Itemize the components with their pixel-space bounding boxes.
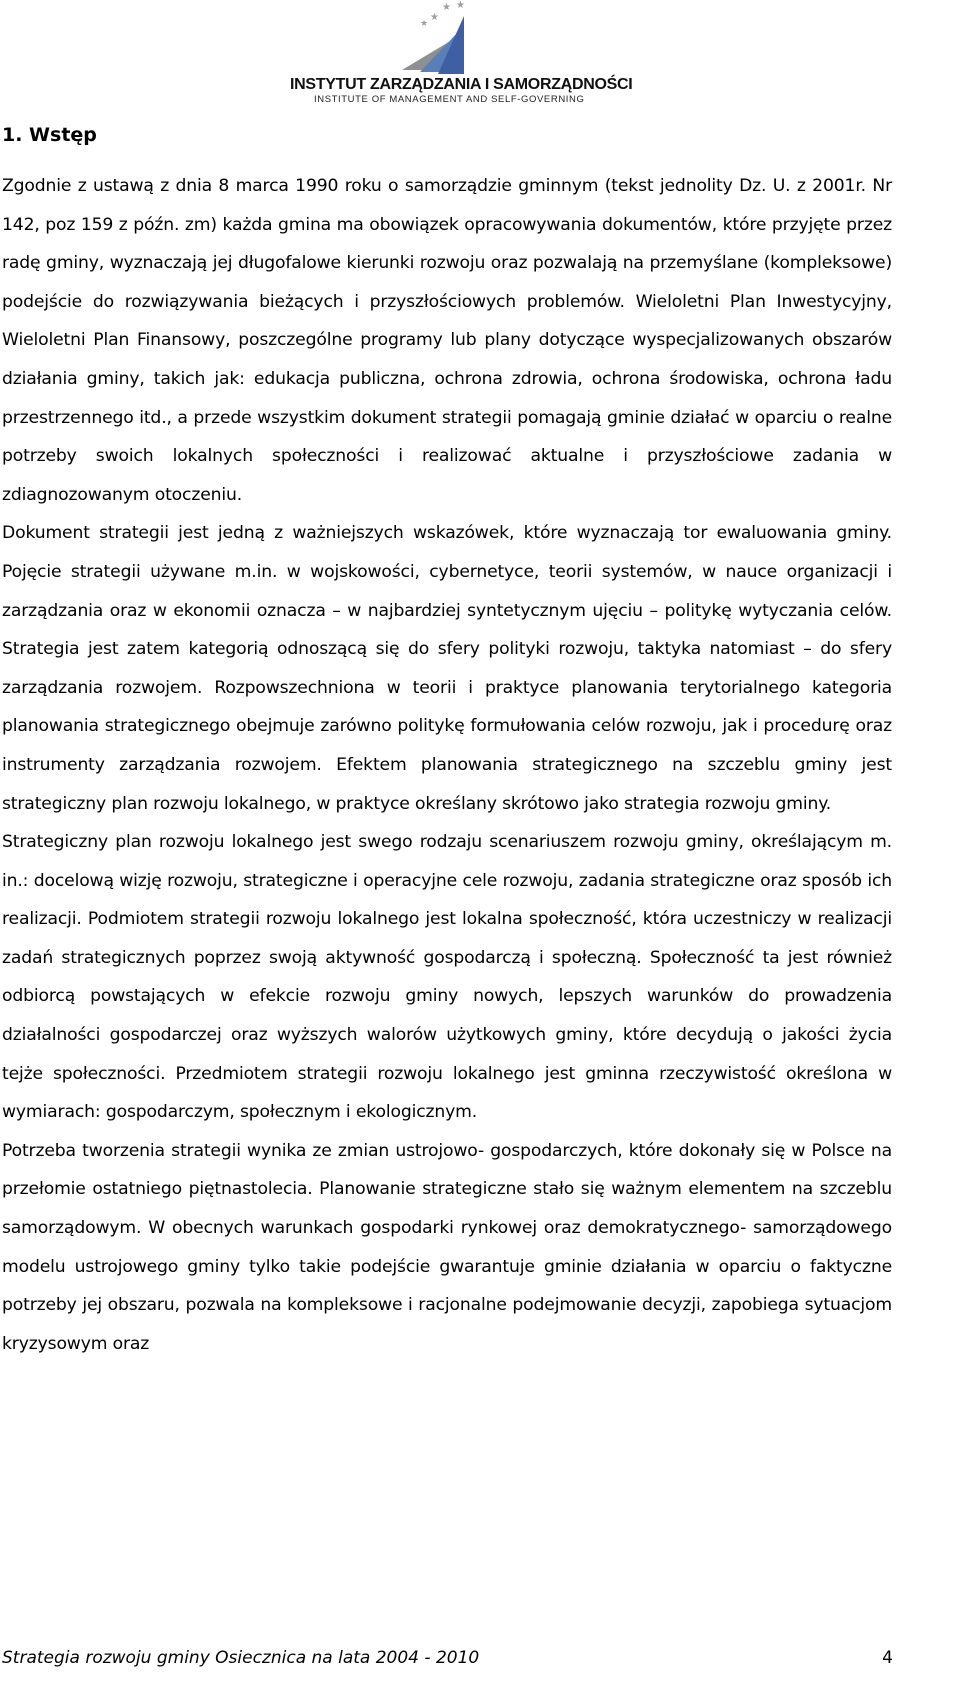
footer-document-title: Strategia rozwoju gminy Osiecznica na lata 2004 - 2010	[2, 1648, 480, 1668]
page-number: 4	[882, 1648, 893, 1668]
section-heading: 1. Wstęp	[2, 124, 97, 146]
svg-text:★: ★	[442, 2, 451, 13]
paragraph: Strategiczny plan rozwoju lokalnego jest swego rodzaju scenariuszem rozwoju gminy, określającym m. in.: docelową wizję rozwoju, strategiczne i operacyjne cele rozwoju, zadania strategiczne oraz sposób ich realizacji. Podmiotem strategii rozwoju lokalnego jest lokalna społeczność, która uczestniczy w realizacji zadań strategicznych poprzez swoją aktywność gospodarczą i społeczną. Społeczność ta jest również odbiorcą powstających w efekcie rozwoju gminy nowych, lepszych warunków do prowadzenia działalności gospodarczej oraz wyższych walorów użytkowych gminy, które decydują o jakości życia tejże społeczności. Przedmiotem strategii rozwoju lokalnego jest gminna rzeczywistość określona w wymiarach: gospodarczym, społecznym i ekologicznym.	[2, 832, 892, 1123]
logo-subtitle: INSTITUTE OF MANAGEMENT AND SELF-GOVERNING	[314, 94, 585, 105]
logo-title: INSTYTUT ZARZĄDZANIA I SAMORZĄDNOŚCI	[290, 76, 633, 93]
svg-text:★: ★	[456, 0, 465, 11]
svg-text:★: ★	[420, 19, 429, 29]
paragraph: Dokument strategii jest jedną z ważniejszych wskazówek, które wyznaczają tor ewaluowania gminy. Pojęcie strategii używane m.in. w wojskowości, cybernetyce, teorii systemów, w nauce organizacji i zarządzania oraz w ekonomii oznacza – w najbardziej syntetycznym ujęciu – politykę wytyczania celów. Strategia jest zatem kategorią odnoszącą się do sfery polityki rozwoju, taktyka natomiast – do sfery zarządzania rozwojem. Rozpowszechniona w teorii i praktyce planowania terytorialnego kategoria planowania strategicznego obejmuje zarówno politykę formułowania celów rozwoju, jak i procedurę oraz instrumenty zarządzania rozwojem. Efektem planowania strategicznego na szczeblu gminy jest strategiczny plan rozwoju lokalnego, w praktyce określany skrótowo jako strategia rozwoju gminy.	[2, 523, 892, 814]
body-text	[2, 167, 892, 1363]
svg-text:★: ★	[430, 12, 439, 23]
institute-logo	[290, 0, 633, 108]
logo-emblem-icon	[390, 0, 510, 76]
paragraph: Zgodnie z ustawą z dnia 8 marca 1990 roku o samorządzie gminnym (tekst jednolity Dz. U. z 2001r. Nr 142, poz 159 z późn. zm) każda gmina ma obowiązek opracowywania dokumentów, które przyjęte przez radę gminy, wyznaczają jej długofalowe kierunki rozwoju oraz pozwalają na przemyślane (kompleksowe) podejście do rozwiązywania bieżących i przyszłościowych problemów. Wieloletni Plan Inwestycyjny, Wieloletni Plan Finansowy, poszczególne programy lub plany dotyczące wyspecjalizowanych obszarów działania gminy, takich jak: edukacja publiczna, ochrona zdrowia, ochrona środowiska, ochrona ładu przestrzennego itd., a przede wszystkim dokument strategii pomagają gminie działać w oparciu o realne potrzeby swoich lokalnych społeczności i realizować aktualne i przyszłościowe zadania w zdiagnozowanym otoczeniu.	[2, 176, 892, 505]
paragraph: Potrzeba tworzenia strategii wynika ze zmian ustrojowo- gospodarczych, które dokonały się w Polsce na przełomie ostatniego piętnastolecia. Planowanie strategiczne stało się ważnym elementem na szczeblu samorządowym. W obecnych warunkach gospodarki rynkowej oraz demokratycznego- samorządowego modelu ustrojowego gminy tylko takie podejście gwarantuje gminie działania w oparciu o faktyczne potrzeby jej obszaru, pozwala na kompleksowe i racjonalne podejmowanie decyzji, zapobiega sytuacjom kryzysowym oraz	[2, 1140, 892, 1354]
